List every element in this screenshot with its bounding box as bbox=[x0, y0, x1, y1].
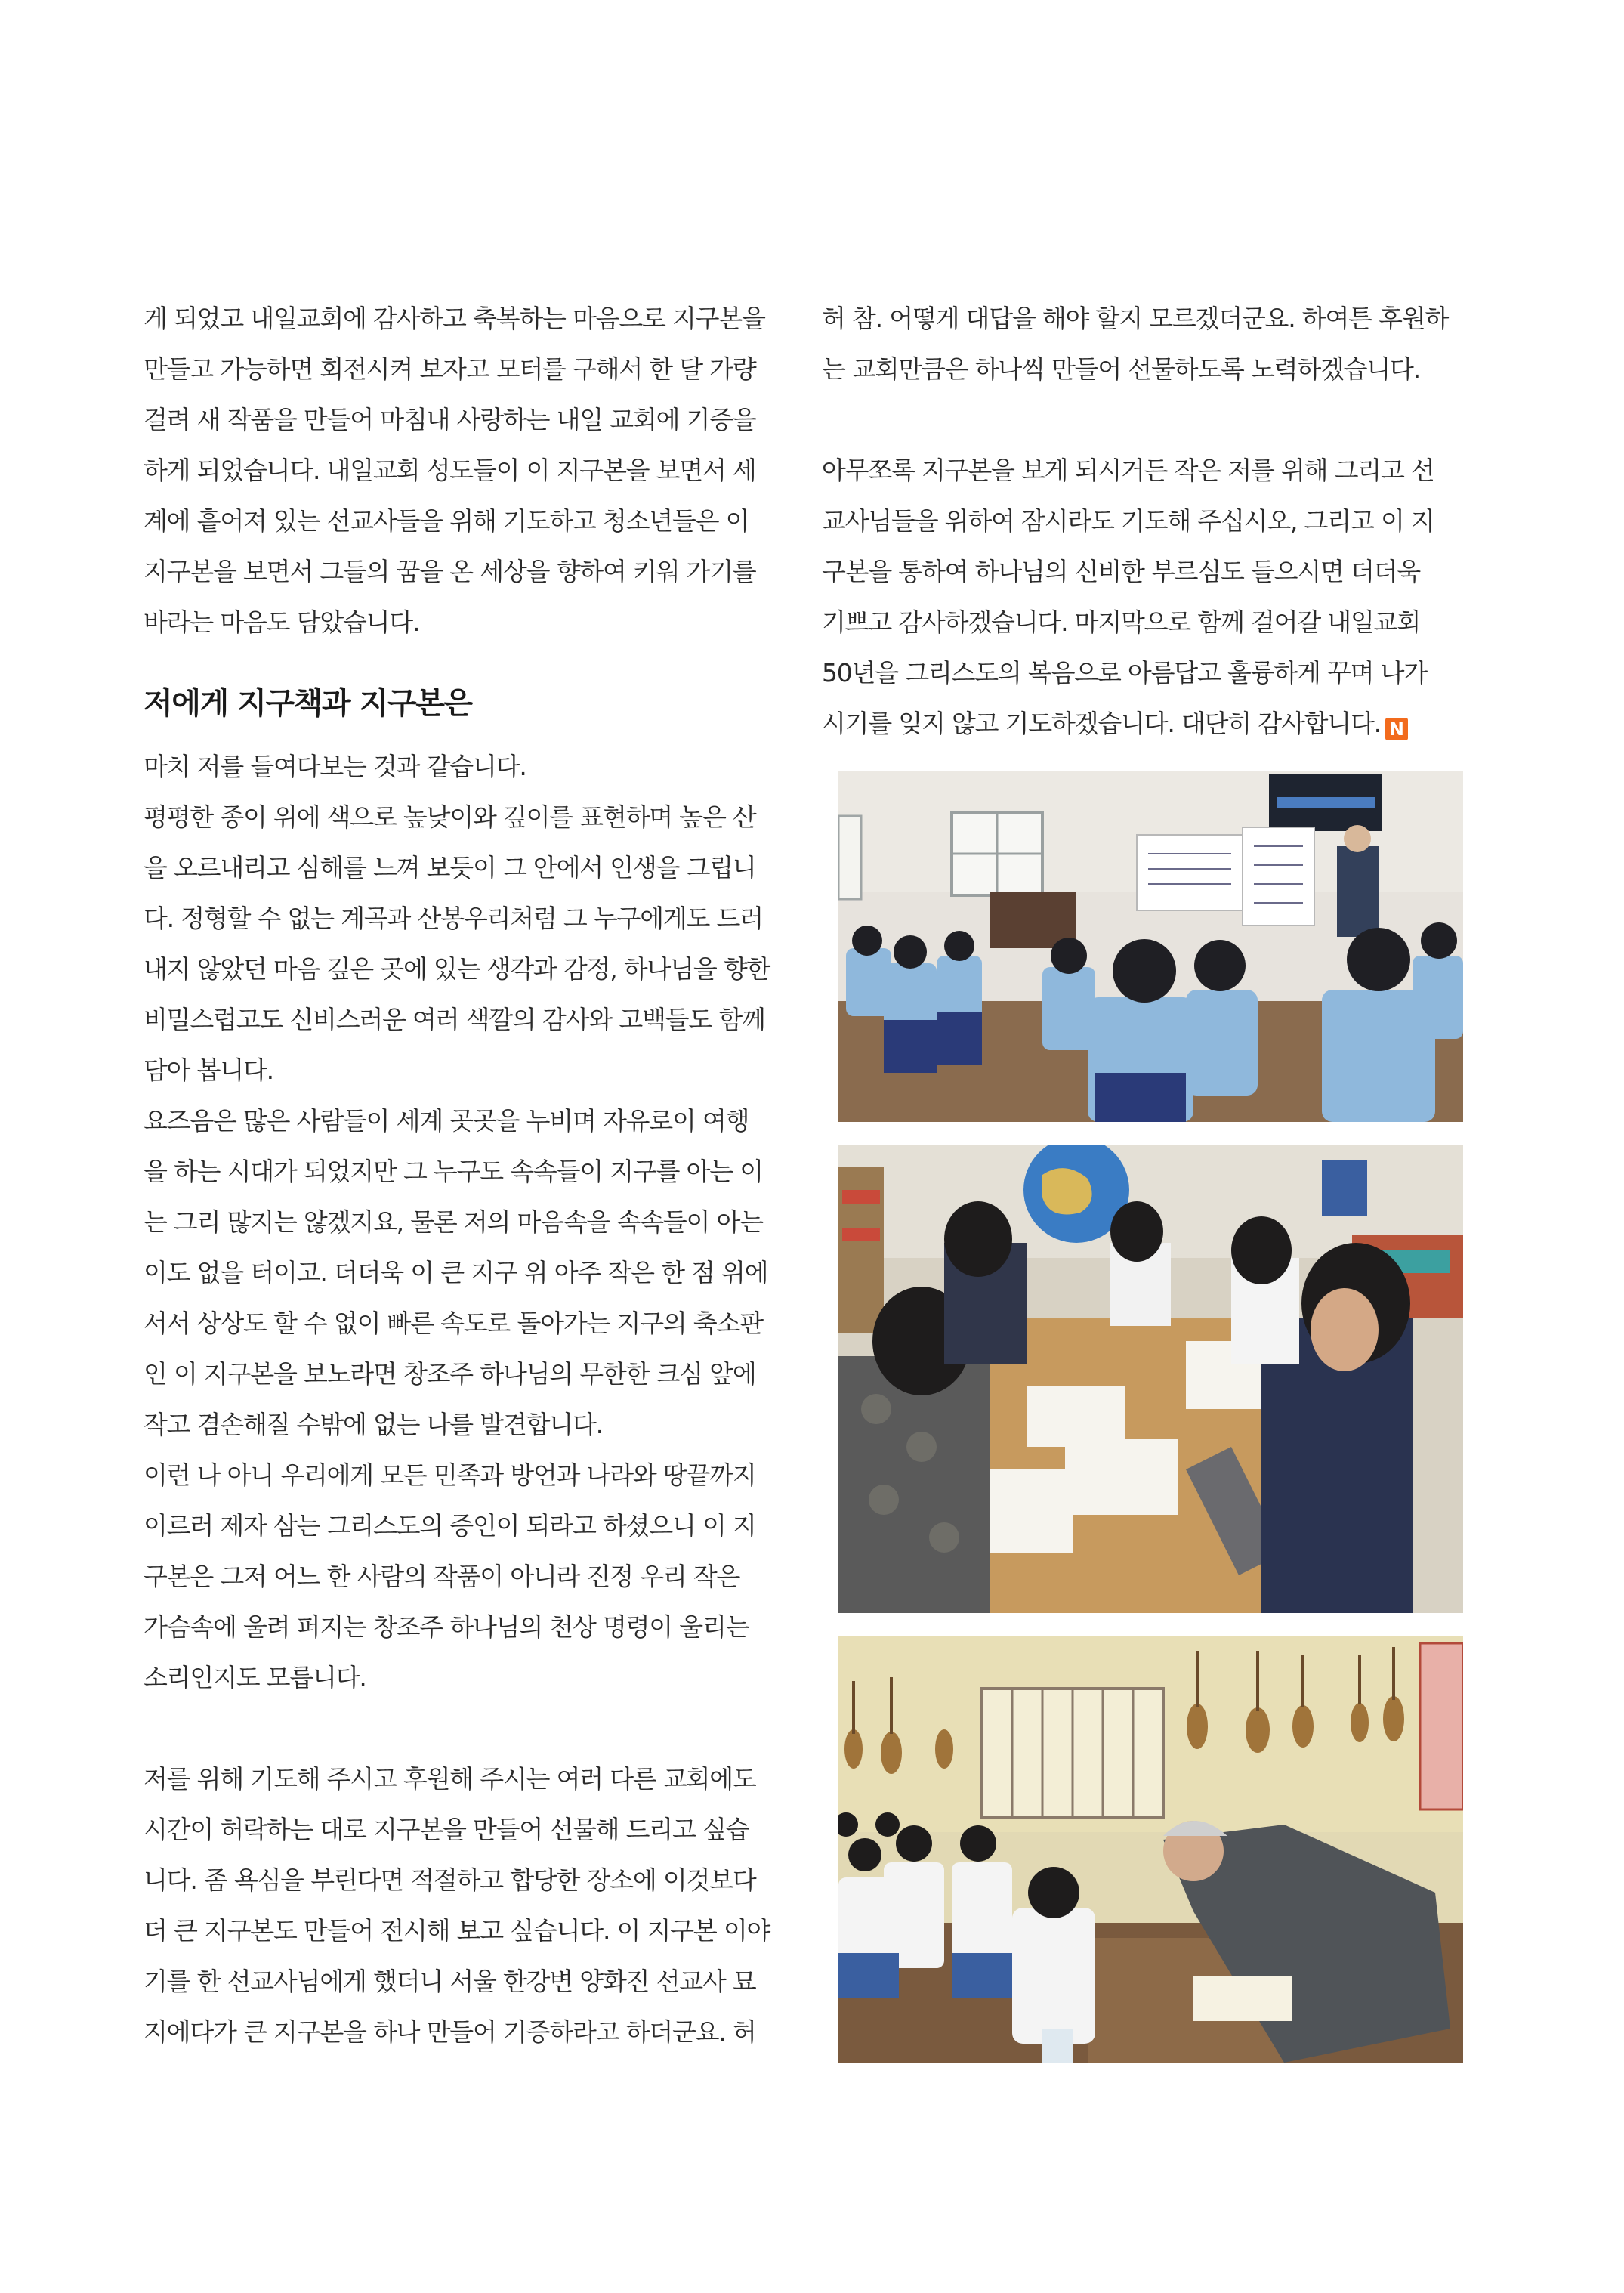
text-line: 다. 정형할 수 없는 계곡과 산봉우리처럼 그 누구에게도 드러 bbox=[144, 904, 763, 933]
text-line: 하게 되었습니다. 내일교회 성도들이 이 지구본을 보면서 세 bbox=[144, 456, 756, 485]
text-line: 을 하는 시대가 되었지만 그 누구도 속속들이 지구를 아는 이 bbox=[144, 1157, 763, 1186]
text-line bbox=[822, 698, 1449, 749]
text-line: 만들고 가능하면 회전시켜 보자고 모터를 구해서 한 달 가량 bbox=[144, 354, 756, 384]
text-line: 더 큰 지구본도 만들어 전시해 보고 싶습니다. 이 지구본 이야 bbox=[144, 1916, 770, 1945]
section-heading: 저에게 지구책과 지구본은 bbox=[144, 686, 472, 721]
left-column bbox=[144, 293, 770, 2057]
text-line: 걸려 새 작품을 만들어 마침내 사랑하는 내일 교회에 기증을 bbox=[144, 405, 756, 434]
text-line: 교사님들을 위하여 잠시라도 기도해 주십시오, 그리고 이 지 bbox=[822, 506, 1434, 536]
text-line: 허 참. 어떻게 대답을 해야 할지 모르겠더군요. 하여튼 후원하 bbox=[822, 304, 1449, 333]
text-line: 작고 겸손해질 수밖에 없는 나를 발견합니다. bbox=[144, 1410, 603, 1439]
text-line: 요즈음은 많은 사람들이 세계 곳곳을 누비며 자유로이 여행 bbox=[144, 1106, 749, 1136]
text-line: 니다. 좀 욕심을 부린다면 적절하고 합당한 장소에 이것보다 bbox=[144, 1865, 756, 1895]
text-line: 바라는 마음도 담았습니다. bbox=[144, 607, 420, 637]
end-mark-icon: N bbox=[1385, 718, 1408, 740]
text-line: 구본을 통하여 하나님의 신비한 부르심도 들으시면 더더욱 bbox=[822, 557, 1421, 586]
text-line: 지에다가 큰 지구본을 하나 만들어 기증하라고 하더군요. 허 bbox=[144, 2017, 756, 2047]
teacher-helping-photo bbox=[838, 1636, 1463, 2063]
text-line: 내지 않았던 마음 깊은 곳에 있는 생각과 감정, 하나님을 향한 bbox=[144, 954, 770, 984]
text-line: 담아 봅니다. bbox=[144, 1055, 273, 1085]
text-line: 는 교회만큼은 하나씩 만들어 선물하도록 노력하겠습니다. bbox=[822, 354, 1421, 384]
text-line: 아무쪼록 지구본을 보게 되시거든 작은 저를 위해 그리고 선 bbox=[822, 456, 1434, 485]
text-line: 이르러 제자 삼는 그리스도의 증인이 되라고 하셨으니 이 지 bbox=[144, 1511, 756, 1541]
text-line: 지구본을 보면서 그들의 꿈을 온 세상을 향하여 키워 가기를 bbox=[144, 557, 756, 586]
paragraph-gap bbox=[822, 394, 1449, 445]
text-line: 이런 나 아니 우리에게 모든 민족과 방언과 나라와 땅끝까지 bbox=[144, 1460, 756, 1490]
body-paragraph bbox=[144, 741, 770, 1703]
text-line: 가슴속에 울려 퍼지는 창조주 하나님의 천상 명령이 울리는 bbox=[144, 1612, 749, 1642]
right-paragraph-1 bbox=[822, 293, 1449, 394]
reading-students-photo bbox=[838, 1145, 1463, 1613]
text-line: 기를 한 선교사님에게 했더니 서울 한강변 양화진 선교사 묘 bbox=[144, 1967, 756, 1996]
text-line: 인 이 지구본을 보노라면 창조주 하나님의 무한한 크심 앞에 bbox=[144, 1359, 756, 1389]
text-line: 는 그리 많지는 않겠지요, 물론 저의 마음속을 속속들이 아는 bbox=[144, 1207, 763, 1237]
text-line: 을 오르내리고 심해를 느껴 보듯이 그 안에서 인생을 그립니 bbox=[144, 853, 756, 882]
text-line: 마치 저를 들여다보는 것과 같습니다. bbox=[144, 752, 526, 781]
text-line: 평평한 종이 위에 색으로 높낮이와 깊이를 표현하며 높은 산 bbox=[144, 802, 756, 832]
text-line: 구본은 그저 어느 한 사람의 작품이 아니라 진정 우리 작은 bbox=[144, 1562, 740, 1591]
text-line: 50년을 그리스도의 복음으로 아름답고 훌륭하게 꾸며 나가 bbox=[822, 658, 1427, 688]
closing-paragraph bbox=[144, 1754, 770, 2057]
text-line: 소리인지도 모릅니다. bbox=[144, 1663, 366, 1692]
text-line: 게 되었고 내일교회에 감사하고 축복하는 마음으로 지구본을 bbox=[144, 304, 765, 333]
last-line-text: 시기를 잊지 않고 기도하겠습니다. 대단히 감사합니다. bbox=[822, 709, 1381, 738]
text-line: 시간이 허락하는 대로 지구본을 만들어 선물해 드리고 싶습 bbox=[144, 1815, 749, 1844]
classroom-photo bbox=[838, 771, 1463, 1122]
text-line: 이도 없을 터이고. 더더욱 이 큰 지구 위 아주 작은 한 점 위에 bbox=[144, 1258, 768, 1287]
right-column bbox=[822, 293, 1449, 749]
paragraph-gap bbox=[144, 1703, 770, 1754]
intro-paragraph bbox=[144, 293, 770, 647]
text-line: 서서 상상도 할 수 없이 빠른 속도로 돌아가는 지구의 축소판 bbox=[144, 1309, 763, 1338]
text-line: 계에 흩어져 있는 선교사들을 위해 기도하고 청소년들은 이 bbox=[144, 506, 749, 536]
text-line: 저를 위해 기도해 주시고 후원해 주시는 여러 다른 교회에도 bbox=[144, 1764, 756, 1794]
right-paragraph-2 bbox=[822, 445, 1449, 749]
text-line: 기쁘고 감사하겠습니다. 마지막으로 함께 걸어갈 내일교회 bbox=[822, 607, 1421, 637]
text-line: 비밀스럽고도 신비스러운 여러 색깔의 감사와 고백들도 함께 bbox=[144, 1005, 765, 1034]
